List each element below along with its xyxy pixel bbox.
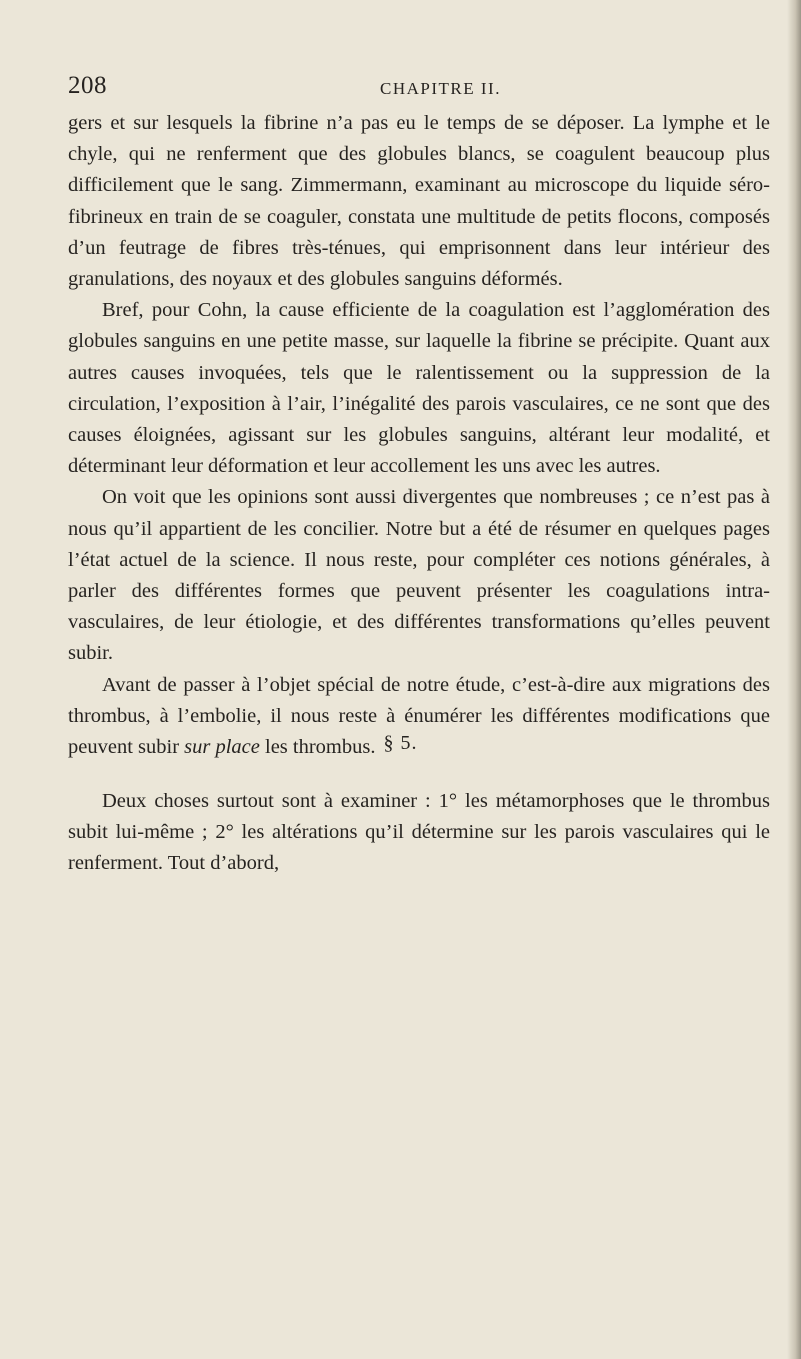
paragraph-3: On voit que les opinions sont aussi divergentes que nombreuses ; ce n’est pas à nous qu’il appartient de les concilier. Notre but a été de résumer en quelques pages l’état actuel de la science. Il nous reste, pour compléter ces notions générales, à parler des différentes formes que peuvent présenter les coagulations intra-vasculaires, de leur étiologie, et des différentes transformations qu’elles peuvent subir. — [68, 486, 770, 665]
page-header — [0, 72, 801, 112]
section-heading: § 5. — [383, 732, 418, 754]
section-paragraph: Deux choses surtout sont à examiner : 1° les métamorphoses que le thrombus subit lui-même ; 2° les altérations qu’il détermine sur les parois vasculaires qui le renferment. Tout d’abord, — [68, 790, 770, 875]
paragraph-4-italic: sur place — [184, 736, 260, 759]
page-number: 208 — [68, 72, 107, 99]
main-text — [68, 108, 770, 763]
page-edge-shadow — [787, 0, 801, 1359]
paragraph-2: Bref, pour Cohn, la cause efficiente de la coagulation est l’agglomération des globules sanguins en une petite masse, sur laquelle la fibrine se précipite. Quant aux autres causes invoquées, tels que le ralentissement ou la suppression de la circulation, l’exposition à l’air, l’inégalité des parois vasculaires, ce ne sont que des causes éloignées, agissant sur les globules sanguins, altérant leur modalité, et déterminant leur déformation et leur accollement les uns avec les autres. — [68, 299, 770, 478]
paragraph-4-text-before: Avant de passer à l’objet spécial de notre étude, c’est-à-dire aux migrations des thrombus, à l’embolie, il nous reste à énumérer les différentes modifications que peuvent subir — [68, 673, 770, 759]
paragraph-1: gers et sur lesquels la fibrine n’a pas eu le temps de se déposer. La lymphe et le chyle, qui ne renferment que des globules blancs, se coagulent beaucoup plus difficilement que le sang. Zimmermann, examinant au microscope du liquide séro-fibrineux en train de se coaguler, constata une multitude de petits flocons, composés d’un feutrage de fibres très-ténues, qui emprisonnent dans leur intérieur des granulations, des noyaux et des globules sanguins déformés. — [68, 112, 770, 291]
section-text — [68, 786, 770, 880]
running-head: CHAPITRE II. — [380, 79, 501, 98]
paragraph-4-text-after: les thrombus. — [259, 736, 376, 759]
